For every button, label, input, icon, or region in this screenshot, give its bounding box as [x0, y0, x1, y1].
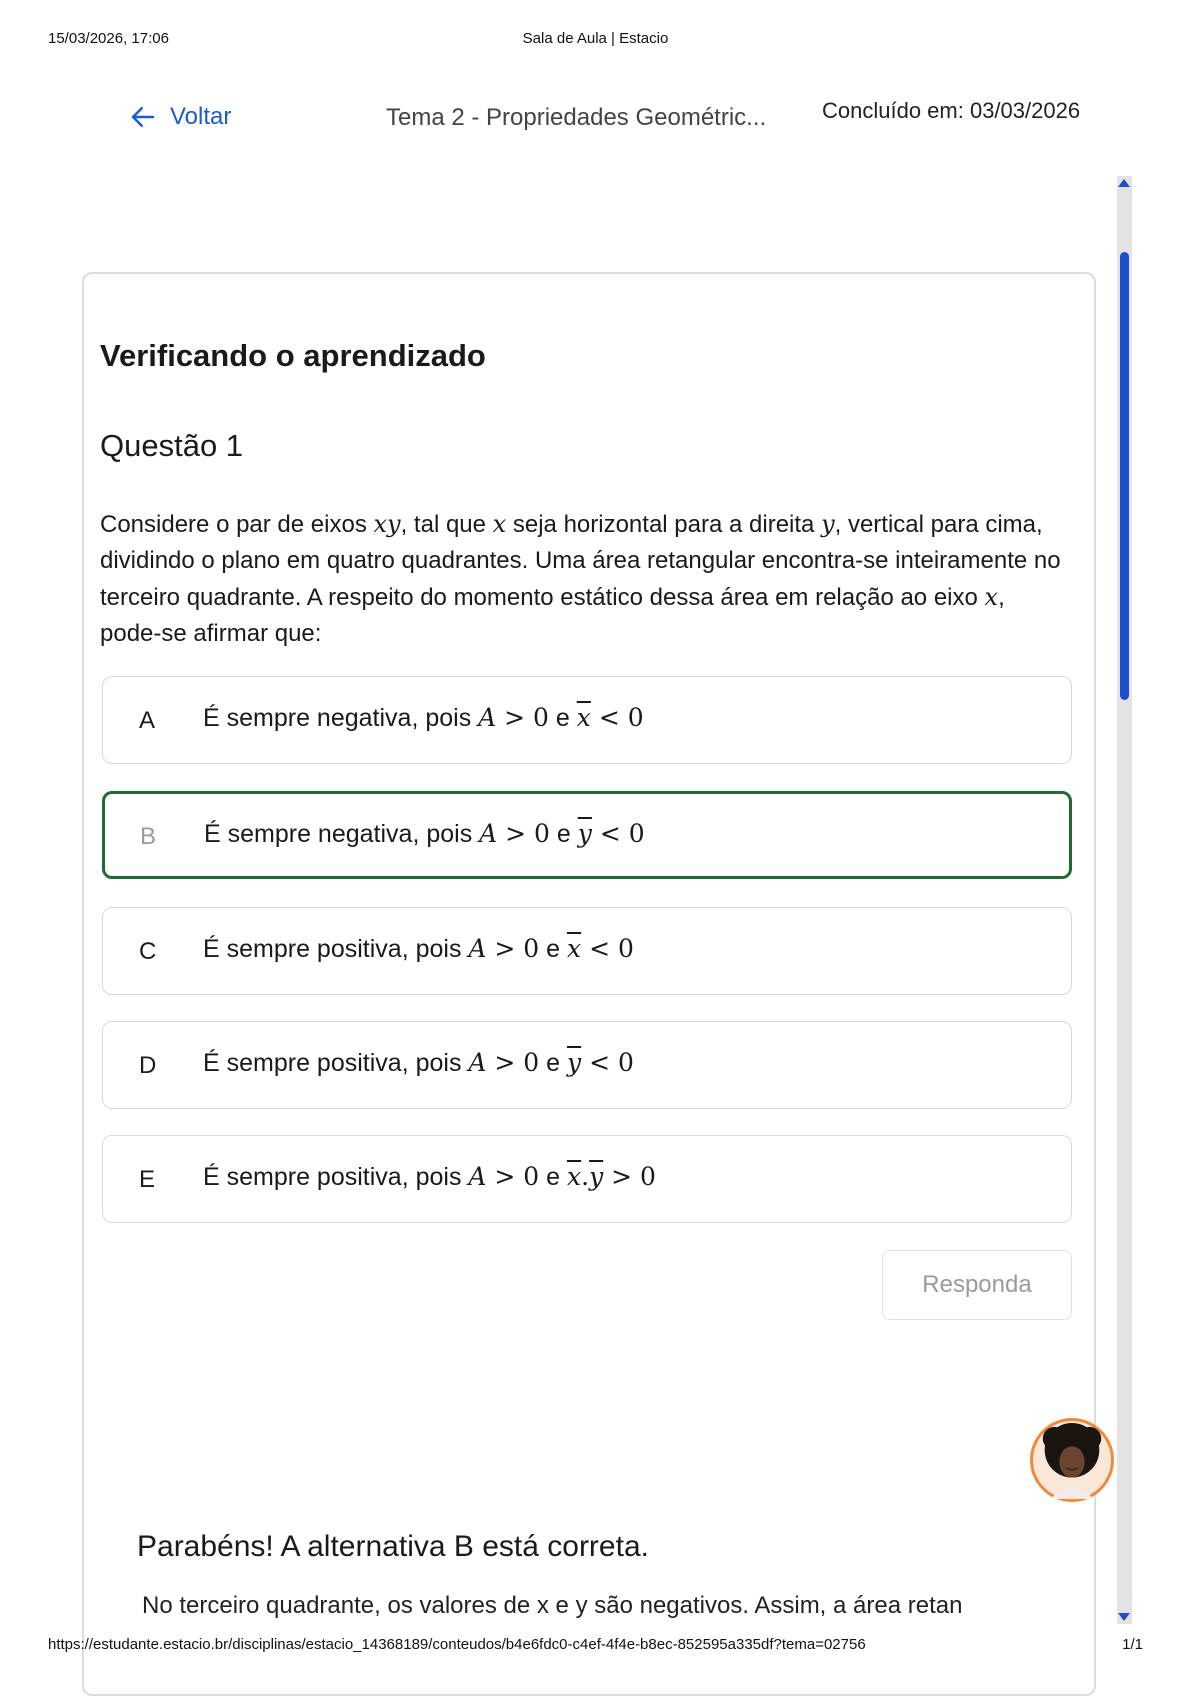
answer-button[interactable]: Responda: [882, 1250, 1072, 1320]
scrollbar[interactable]: [1117, 176, 1132, 1624]
option-letter: E: [139, 1166, 156, 1193]
back-label: Voltar: [170, 103, 232, 130]
completed-date: Concluído em: 03/03/2026: [822, 98, 1081, 123]
assistant-avatar[interactable]: [1030, 1418, 1114, 1502]
feedback-title: Parabéns! A alternativa B está correta.: [137, 1530, 649, 1563]
option-a[interactable]: [102, 676, 1072, 764]
print-footer: [0, 1636, 1191, 1658]
option-text: É sempre positiva, pois A > 0 e $\overline{y} < 0$: [203, 1048, 634, 1077]
option-letter: D: [139, 1052, 157, 1079]
feedback-text: No terceiro quadrante, os valores de x e y são negativos. Assim, a área retan: [142, 1592, 963, 1619]
question-text: Considere o par de eixos xy, tal que x seja horizontal para a direita y, vertical para cima, dividindo o plano em quatro quadrantes. Uma área retangular encontra-se inteiramente no terceiro quadrante. A respeito do momento estático dessa área em relação ao eixo x, pode-se afirmar que:: [100, 510, 1061, 647]
option-letter: C: [139, 938, 157, 965]
scroll-up-arrow-icon[interactable]: [1118, 179, 1130, 187]
print-header: [0, 30, 1191, 52]
option-text: É sempre positiva, pois A > 0 e $\overline{x} < 0$: [203, 934, 634, 963]
avatar-portrait-icon: [1033, 1421, 1111, 1499]
section-title: Verificando o aprendizado: [100, 338, 486, 373]
math-y: y: [821, 510, 835, 538]
option-text: É sempre negativa, pois A > 0 e $\overline{y} < 0$: [204, 819, 645, 848]
print-page-title: Sala de Aula | Estacio: [522, 30, 669, 47]
math-x: x: [984, 583, 999, 611]
top-bar: [0, 90, 1191, 140]
option-c[interactable]: [102, 907, 1072, 995]
option-text: É sempre positiva, pois A > 0 e $\overline{x}.\overline{y} > 0$: [203, 1162, 656, 1191]
option-letter: B: [140, 823, 157, 850]
print-url: https://estudante.estacio.br/disciplinas/estacio_14368189/conteudos/b4e6fdc0-c4ef-4f4e-b8ec-852595a335df?tema=02756: [48, 1636, 866, 1653]
print-datetime: 15/03/2026, 17:06: [48, 30, 169, 47]
option-letter: A: [139, 707, 156, 734]
question-title: Questão 1: [100, 428, 244, 463]
back-button[interactable]: [128, 102, 231, 132]
scrollbar-thumb[interactable]: [1120, 252, 1129, 700]
math-x: x: [492, 510, 507, 538]
math-xy: xy: [373, 510, 401, 538]
option-e[interactable]: [102, 1135, 1072, 1223]
option-b[interactable]: [102, 791, 1072, 879]
topic-title: Tema 2 - Propriedades Geométric...: [386, 104, 767, 131]
option-d[interactable]: [102, 1021, 1072, 1109]
arrow-left-icon: [128, 102, 158, 132]
scroll-down-arrow-icon[interactable]: [1118, 1613, 1130, 1621]
option-text: É sempre negativa, pois A > 0 e $\overline{x} < 0$: [203, 703, 644, 732]
print-page-number: 1/1: [1122, 1636, 1143, 1653]
